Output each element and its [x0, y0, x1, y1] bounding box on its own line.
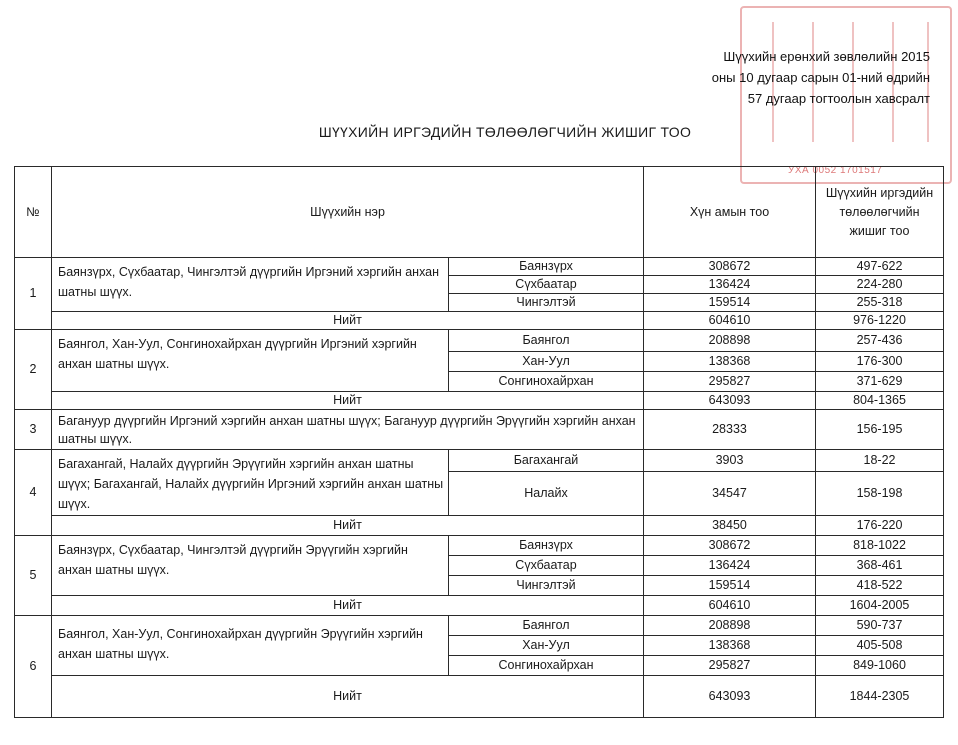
- row-number: 2: [15, 330, 52, 410]
- table-row: [15, 410, 944, 450]
- norm-value: 257-436: [816, 330, 944, 352]
- norm-value: 18-22: [816, 450, 944, 472]
- total-population: 38450: [644, 516, 816, 536]
- total-label: Нийт: [52, 516, 644, 536]
- total-row: [15, 516, 944, 536]
- total-population: 643093: [644, 676, 816, 718]
- norm-value: 224-280: [816, 276, 944, 294]
- district-name: Хан-Уул: [449, 636, 644, 656]
- total-norm: 804-1365: [816, 392, 944, 410]
- norm-value: 156-195: [816, 410, 944, 450]
- population-value: 159514: [644, 576, 816, 596]
- court-name: Баянгол, Хан-Уул, Сонгинохайрхан дүүргийн Иргэний хэргийн анхан шатны шүүх.: [52, 330, 449, 392]
- district-name: Сонгинохайрхан: [449, 372, 644, 392]
- district-name: Сонгинохайрхан: [449, 656, 644, 676]
- norm-value: 176-300: [816, 352, 944, 372]
- total-row: [15, 676, 944, 718]
- district-name: Хан-Уул: [449, 352, 644, 372]
- col-header-court-name: Шүүхийн нэр: [52, 167, 644, 258]
- district-name: Сүхбаатар: [449, 556, 644, 576]
- population-value: 136424: [644, 276, 816, 294]
- population-value: 295827: [644, 656, 816, 676]
- row-number: 1: [15, 258, 52, 330]
- court-name: Баянгол, Хан-Уул, Сонгинохайрхан дүүргийн Эрүүгийн хэргийн анхан шатны шүүх.: [52, 616, 449, 676]
- total-norm: 176-220: [816, 516, 944, 536]
- row-number: 4: [15, 450, 52, 536]
- row-number: 6: [15, 616, 52, 718]
- district-name: Баянгол: [449, 330, 644, 352]
- norm-value: 590-737: [816, 616, 944, 636]
- population-value: 159514: [644, 294, 816, 312]
- court-name: Багахангай, Налайх дүүргийн Эрүүгийн хэргийн анхан шатны шүүх; Багахангай, Налайх дүүргийн Иргэний хэргийн анхан шатны шүүх.: [52, 450, 449, 516]
- population-value: 3903: [644, 450, 816, 472]
- total-norm: 1604-2005: [816, 596, 944, 616]
- document-title: ШҮҮХИЙН ИРГЭДИЙН ТӨЛӨӨЛӨГЧИЙН ЖИШИГ ТОО: [318, 124, 692, 140]
- row-number: 5: [15, 536, 52, 616]
- court-name: Багануур дүүргийн Иргэний хэргийн анхан шатны шүүх; Багануур дүүргийн Эрүүгийн хэргийн анхан шатны шүүх.: [52, 410, 644, 450]
- total-population: 604610: [644, 596, 816, 616]
- population-value: 308672: [644, 258, 816, 276]
- total-norm: 1844-2305: [816, 676, 944, 718]
- total-population: 604610: [644, 312, 816, 330]
- district-name: Баянзүрх: [449, 258, 644, 276]
- court-name: Баянзүрх, Сүхбаатар, Чингэлтэй дүүргийн Иргэний хэргийн анхан шатны шүүх.: [52, 258, 449, 312]
- norm-value: 849-1060: [816, 656, 944, 676]
- norm-value: 255-318: [816, 294, 944, 312]
- population-value: 208898: [644, 616, 816, 636]
- table-header-row: [15, 167, 944, 258]
- total-row: [15, 312, 944, 330]
- norm-value: 418-522: [816, 576, 944, 596]
- norm-value: 371-629: [816, 372, 944, 392]
- district-name: Чингэлтэй: [449, 576, 644, 596]
- total-label: Нийт: [52, 312, 644, 330]
- col-header-population: Хүн амын тоо: [644, 167, 816, 258]
- table-row: [15, 330, 944, 352]
- annex-note-line3: 57 дугаар тогтоолын хавсралт: [747, 91, 930, 106]
- norm-value: 818-1022: [816, 536, 944, 556]
- annex-note: [712, 46, 930, 109]
- population-value: 208898: [644, 330, 816, 352]
- district-name: Багахангай: [449, 450, 644, 472]
- total-row: [15, 596, 944, 616]
- district-name: Чингэлтэй: [449, 294, 644, 312]
- population-value: 138368: [644, 636, 816, 656]
- stamp-code: УХА 0052 1701517: [788, 165, 883, 176]
- norm-value: 158-198: [816, 472, 944, 516]
- total-label: Нийт: [52, 676, 644, 718]
- norm-value: 497-622: [816, 258, 944, 276]
- total-population: 643093: [644, 392, 816, 410]
- norm-value: 405-508: [816, 636, 944, 656]
- population-value: 136424: [644, 556, 816, 576]
- table-row: [15, 450, 944, 472]
- annex-note-line2: оны 10 дугаар сарын 01-ний өдрийн: [711, 70, 930, 85]
- population-value: 34547: [644, 472, 816, 516]
- population-value: 28333: [644, 410, 816, 450]
- annex-note-line1: Шүүхийн ерөнхий зөвлөлийн 2015: [723, 49, 930, 64]
- col-header-norm: Шүүхийн иргэдийн төлөөлөгчийн жишиг тоо: [816, 167, 944, 258]
- norm-value: 368-461: [816, 556, 944, 576]
- district-name: Налайх: [449, 472, 644, 516]
- total-row: [15, 392, 944, 410]
- population-value: 308672: [644, 536, 816, 556]
- table-row: [15, 616, 944, 636]
- table-row: [15, 536, 944, 556]
- population-value: 295827: [644, 372, 816, 392]
- district-name: Баянзүрх: [449, 536, 644, 556]
- total-norm: 976-1220: [816, 312, 944, 330]
- total-label: Нийт: [52, 392, 644, 410]
- total-label: Нийт: [52, 596, 644, 616]
- population-value: 138368: [644, 352, 816, 372]
- court-name: Баянзүрх, Сүхбаатар, Чингэлтэй дүүргийн Эрүүгийн хэргийн анхан шатны шүүх.: [52, 536, 449, 596]
- norm-table: [14, 166, 944, 718]
- district-name: Баянгол: [449, 616, 644, 636]
- district-name: Сүхбаатар: [449, 276, 644, 294]
- col-header-no: №: [15, 167, 52, 258]
- table-row: [15, 258, 944, 276]
- row-number: 3: [15, 410, 52, 450]
